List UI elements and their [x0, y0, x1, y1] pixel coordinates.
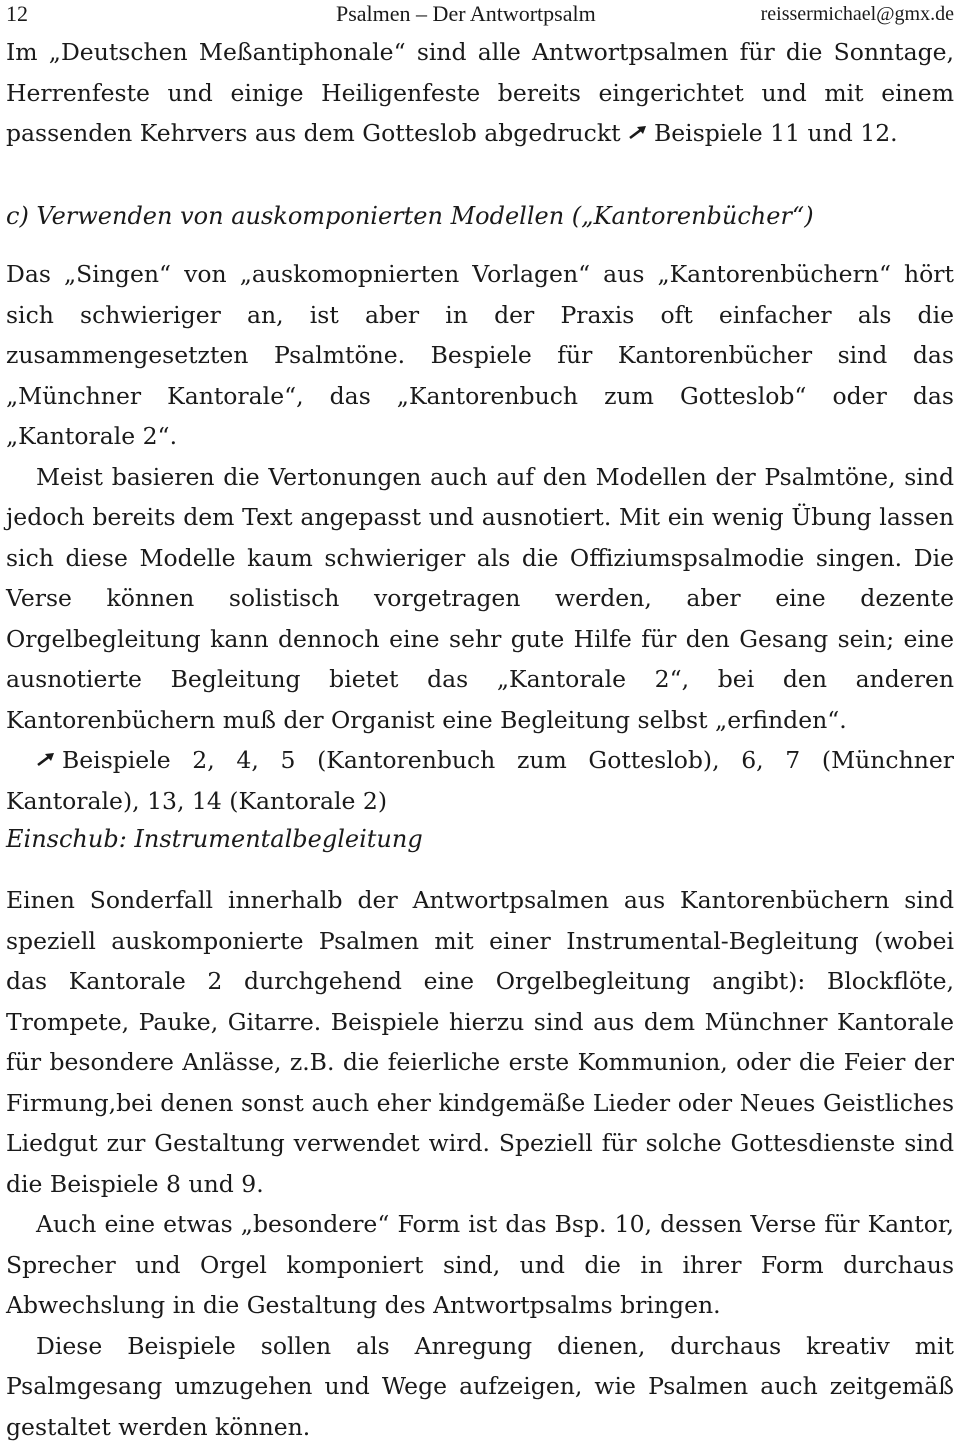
page-number: 12 [6, 1, 28, 27]
einschub-paragraph-3: Diese Beispiele sollen als Anregung dienen, durchaus kreativ mit Psalmgesang umzugehen und Wege aufzeigen, wie Psalmen auch zeitgemäß gestaltet werden können. [6, 1326, 954, 1447]
section-c-heading-block [6, 196, 954, 236]
einschub-paragraph-1: Einen Sonderfall innerhalb der Antwortpsalmen aus Kantorenbüchern sind speziell auskomponierte Psalmen mit einer Instrumental-Begleitung (wobei das Kantorale 2 durchgehend eine Orgelbegleitung angibt): Blockflöte, Trompete, Pauke, Gitarre. Beispiele hierzu sind aus dem Münchner Kantorale für besondere Anlässe, z.B. die feierliche erste Kommunion, oder die Feier der Firmung,bei denen sonst auch eher kindgemäße Lieder oder Neues Geistliches Liedgut zur Gestaltung verwendet wird. Speziell für solche Gottesdienste sind die Beispiele 8 und 9. [6, 880, 954, 1204]
running-title: Psalmen – Der Antwortpsalm [336, 1, 596, 27]
reference-arrow-icon [628, 125, 648, 141]
einschub-heading: Einschub: Instrumentalbegleitung [6, 819, 954, 859]
reference-arrow-icon [36, 752, 56, 768]
page-header [6, 0, 954, 28]
section-c-heading: c) Verwenden von auskomponierten Modellen („Kantorenbücher“) [6, 196, 954, 236]
intro-reference: Beispiele 11 und 12. [654, 119, 898, 147]
einschub-heading-block [6, 819, 954, 859]
intro-paragraph [6, 32, 954, 154]
section-c-reference-text: Beispiele 2, 4, 5 (Kantorenbuch zum Gotteslob), 6, 7 (Münchner Kantorale), 13, 14 (Kantorale 2) [6, 746, 954, 815]
section-c-paragraph-2: Meist basieren die Vertonungen auch auf den Modellen der Psalmtöne, sind jedoch bereits dem Text angepasst und ausnotiert. Mit ein wenig Übung lassen sich diese Modelle kaum schwieriger als die Offiziumspsalmodie singen. Die Verse können solistisch vorgetragen werden, aber eine dezente Orgelbegleitung kann dennoch eine sehr gute Hilfe für den Gesang sein; eine ausnotierte Begleitung bietet das „Kantorale 2“, bei den anderen Kantorenbüchern muß der Organist eine Begleitung selbst „erfinden“. [6, 457, 954, 741]
section-c-body [6, 254, 954, 821]
intro-paragraph-block [6, 32, 954, 154]
intro-text: Im „Deutschen Meßantiphonale“ sind alle Antwortpsalmen für die Sonntage, Herrenfeste und einige Heiligenfeste bereits eingerichtet und mit einem passenden Kehrvers aus dem Gotteslob abgedruckt [6, 38, 954, 147]
einschub-paragraph-2: Auch eine etwas „besondere“ Form ist das Bsp. 10, dessen Verse für Kantor, Sprecher und Orgel komponiert sind, und die in ihrer Form durchaus Abwechslung in die Gestaltung des Antwortpsalms bringen. [6, 1204, 954, 1326]
einschub-body [6, 880, 954, 1447]
section-c-reference [6, 740, 954, 821]
author-email: reissermichael@gmx.de [761, 3, 954, 26]
section-c-paragraph-1: Das „Singen“ von „auskomopnierten Vorlagen“ aus „Kantorenbüchern“ hört sich schwieriger an, ist aber in der Praxis oft einfacher als die zusammengesetzten Psalmtöne. Bespiele für Kantorenbücher sind das „Münchner Kantorale“, das „Kantorenbuch zum Gotteslob“ oder das „Kantorale 2“. [6, 254, 954, 457]
